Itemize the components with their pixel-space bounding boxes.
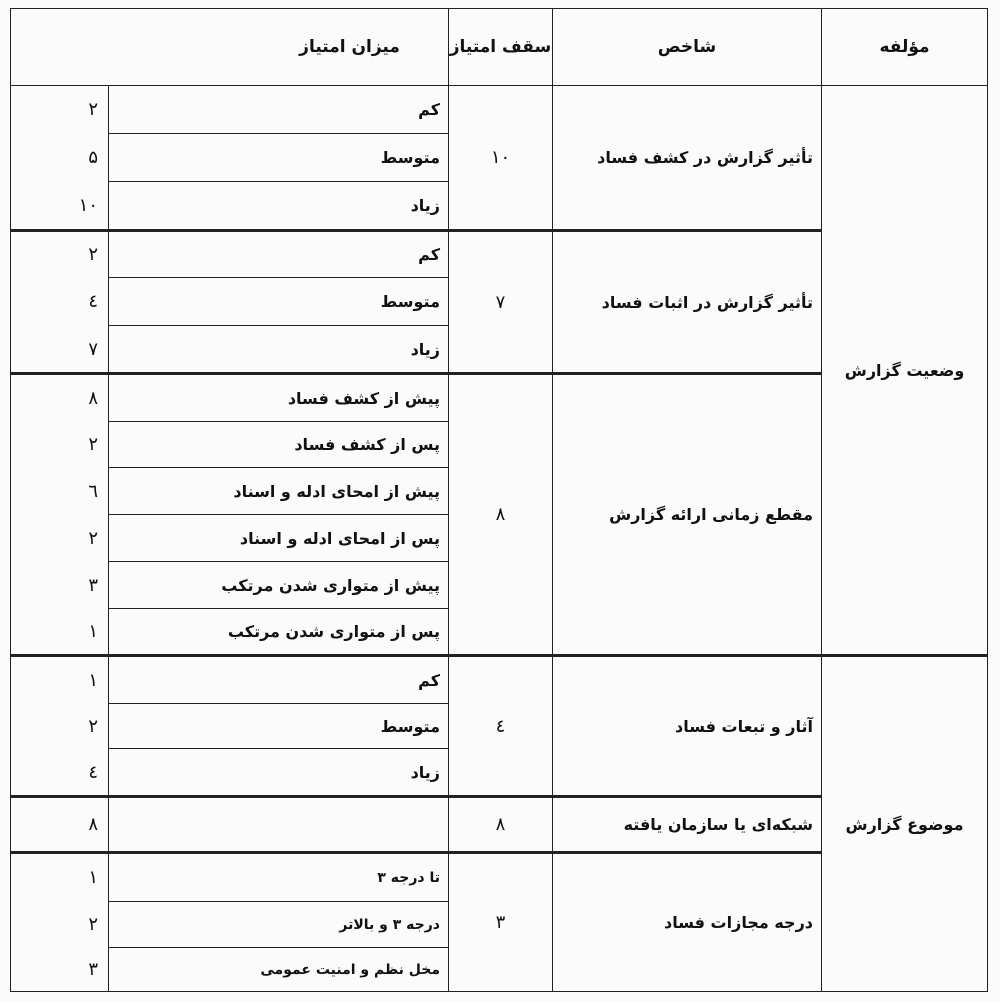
indicator-label: تأثیر گزارش در اثبات فساد [601,292,813,312]
level-score: ۳ [88,574,98,596]
indicator-label: آثار و تبعات فساد [675,716,813,736]
level-label: پیش از امحای ادله و اسناد [233,481,440,501]
max-score: ٤ [495,715,506,737]
level-score: ۲ [88,434,98,455]
level-score: ۷ [88,338,98,360]
level-score: ۲ [88,244,98,265]
level-score: ۱ [88,621,98,642]
header-indicator: شاخص [657,37,717,57]
header-component: مؤلفه [879,37,930,57]
level-label: پیش از کشف فساد [287,388,440,408]
component-report-status: وضعیت گزارش [844,360,965,380]
level-label: کم [418,100,440,119]
level-label: زیاد [410,339,440,359]
level-score: ٤ [88,291,98,312]
header-score-level: میزان امتیاز [299,37,400,57]
scoring-table [10,8,988,992]
level-score: ۱ [88,867,98,888]
level-score: ٤ [88,761,98,783]
level-score: ۸ [88,814,98,835]
max-score: ۷ [495,291,506,313]
level-label: پس از کشف فساد [294,435,440,454]
indicator-label: مقطع زمانی ارائه گزارش [609,505,813,524]
max-score: ۸ [495,814,506,835]
level-score: ۲ [88,527,98,549]
max-score: ۳ [495,912,506,933]
max-score: ۸ [495,504,506,525]
indicator-label: تأثیر گزارش در کشف فساد [597,148,813,167]
level-score: ۳ [88,959,98,980]
level-score: ۱۰ [78,195,98,216]
level-label: کم [418,670,440,690]
level-label: کم [418,245,440,264]
indicator-label: درجه مجازات فساد [664,913,813,932]
level-label: متوسط [380,292,440,311]
component-report-subject: موضوع گزارش [845,814,964,834]
max-score: ۱۰ [490,147,511,168]
level-label: پس از امحای ادله و اسناد [239,528,440,548]
level-score: ۲ [88,99,98,120]
level-score: ۲ [88,914,98,935]
level-label: درجه ۳ و بالاتر [339,916,440,933]
level-label: پیش از متواری شدن مرتکب [221,575,440,595]
level-label: مخل نظم و امنیت عمومی [260,961,440,978]
level-label: تا درجه ۳ [377,869,440,886]
level-label: زیاد [410,762,440,782]
level-label: پس از متواری شدن مرتکب [227,622,440,641]
level-label [109,798,448,851]
level-score: ۸ [88,387,98,409]
level-score: ۱ [88,669,98,691]
level-label: متوسط [380,148,440,167]
level-label: متوسط [380,716,440,736]
level-score: ٦ [88,480,98,502]
indicator-label: شبکه‌ای یا سازمان یافته [623,815,813,834]
level-score: ۲ [88,715,98,737]
header-max-score: سقف امتیاز [449,37,552,57]
level-score: ۵ [88,147,98,168]
level-label: زیاد [410,196,440,215]
